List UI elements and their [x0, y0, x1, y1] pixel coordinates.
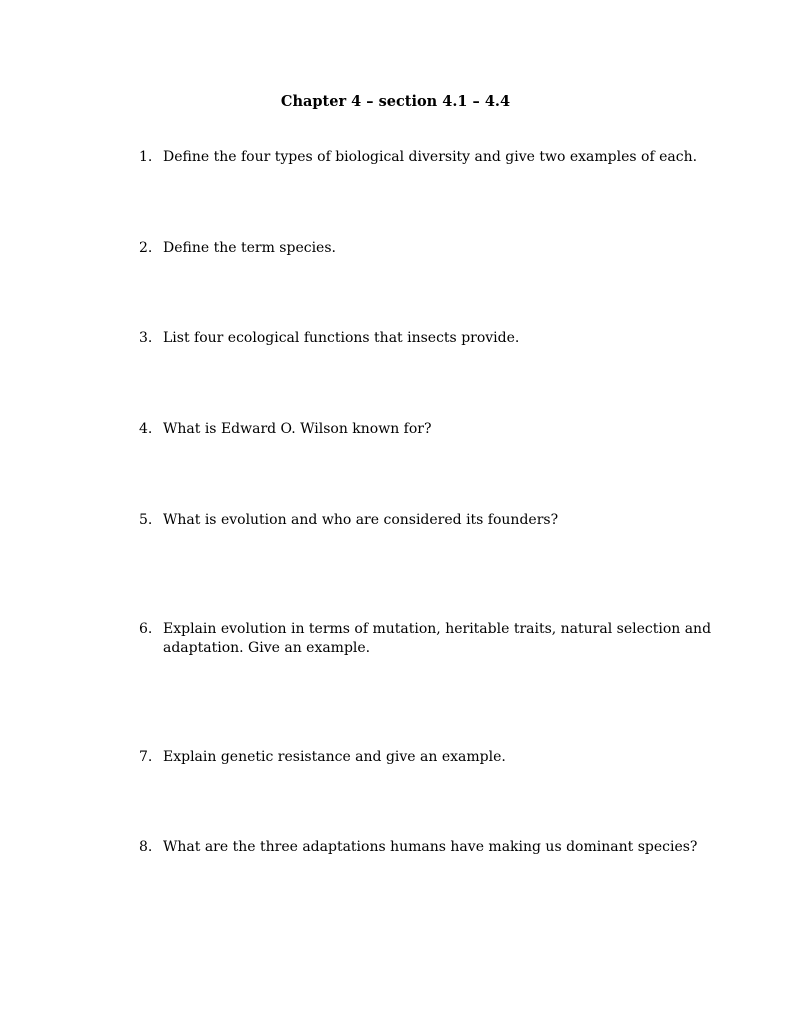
question-text	[163, 239, 699, 258]
question-text	[163, 838, 699, 857]
question-text	[163, 748, 699, 767]
question-line: Define the term species.	[163, 240, 336, 256]
question-text	[163, 620, 712, 658]
question-number: 6.	[139, 621, 153, 637]
question-number: 7.	[139, 749, 153, 765]
question-number: 1.	[139, 149, 153, 165]
question-line: adaptation. Give an example.	[163, 640, 371, 656]
question-line: Explain genetic resistance and give an example.	[163, 749, 506, 765]
question-line: What is evolution and who are considered its founders?	[163, 512, 559, 528]
question-text	[163, 329, 699, 348]
page-title: Chapter 4 – section 4.1 – 4.4	[280, 93, 511, 110]
question-line: What are the three adaptations humans have making us dominant species?	[163, 839, 698, 855]
question-text	[163, 148, 699, 167]
question-line: What is Edward O. Wilson known for?	[163, 421, 432, 437]
question-text	[163, 511, 699, 530]
question-line: Explain evolution in terms of mutation, heritable traits, natural selection and	[163, 621, 712, 637]
question-number: 2.	[139, 240, 153, 256]
question-number: 8.	[139, 839, 153, 855]
question-text	[163, 420, 699, 439]
question-line: List four ecological functions that insects provide.	[163, 330, 520, 346]
question-number: 5.	[139, 512, 153, 528]
question-line: Define the four types of biological diversity and give two examples of each.	[163, 149, 698, 165]
question-number: 3.	[139, 330, 153, 346]
question-number: 4.	[139, 421, 153, 437]
